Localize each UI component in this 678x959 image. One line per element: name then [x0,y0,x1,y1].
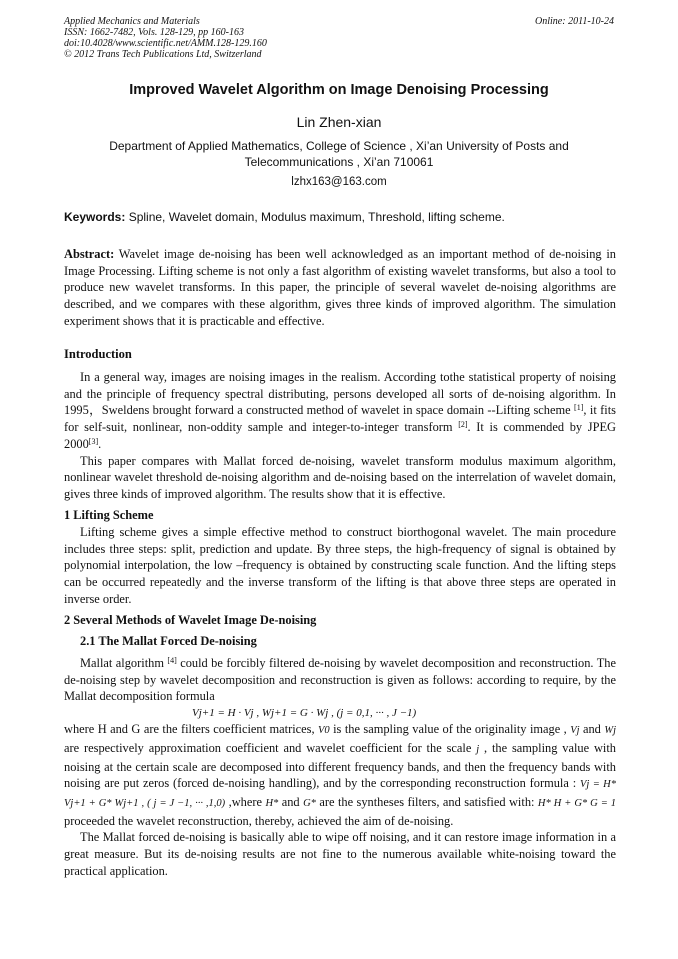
section-2-heading: 2 Several Methods of Wavelet Image De-noising [64,613,317,627]
keywords-text: Spline, Wavelet domain, Modulus maximum, Threshold, lifting scheme. [125,210,505,224]
section-1-heading: 1 Lifting Scheme [64,508,154,522]
filter-condition-formula: H* H + G* G = 1 [537,797,617,809]
author-email: lzhx163@163.com [291,176,387,188]
keywords-label: Keywords: [64,210,126,224]
journal-name: Applied Mechanics and Materials [64,16,200,27]
paper-author: Lin Zhen-xian [296,114,382,130]
symbol-g-star: G* [303,797,316,809]
symbol-wj: Wj [604,725,616,737]
mallat-decomposition-formula: Vj+1 = H · Vj , Wj+1 = G · Wj , (j = 0,1, ··· , J −1) [192,707,417,720]
section-2-1-body [64,655,616,879]
introduction-paragraph-2: This paper compares with Mallat forced de-noising, wavelet transform modulus maximum algorithm, nonlinear wavelet threshold de-noising algorithm and de-noising based on the interrelation of wavelet domain, gives three kinds of improved algorithm. The results show that it is effective. [64,453,616,501]
section-2-1-heading: 2.1 The Mallat Forced De-noising [80,634,257,648]
author-affiliation: Department of Applied Mathematics, College of Science , Xi’an University of Posts and Telecommunications , Xi’an 710061 [109,139,569,169]
reconstruction-formula: Vj = H* Vj+1 + G* Wj+1 , ( j = J −1, ··· ,1,0) [64,779,617,809]
introduction-paragraph-1: In a general way, images are noising images in the realism. According tothe statistical property of noising and the principle of frequency spectral distributing, persons developed all sorts of de-noising algorithm. In 1995，Sweldens brought forward a constructed method of wavelet in space domain --Lifting scheme [1], it fits for self-suit, nonlinear, non-oddity sample and integer-to-integer transform [2]. It is commended by JPEG 2000[3]. [64,370,616,451]
section-1-paragraph: Lifting scheme gives a simple effective method to construct biorthogonal wavelet. The main procedure includes three steps: split, prediction and update. By three steps, the high-frequency of signal is obtained by polynomial interpolation, the low –frequency is obtained by constructing scale function. And the lifting steps can be occurred repeatedly and the inverse transform of the lifting is that above three steps are operated in inverse order. [64,525,616,606]
journal-issn: ISSN: 1662-7482, Vols. 128-129, pp 160-163 [64,27,244,38]
section-2-1-paragraph-3: The Mallat forced de-noising is basically able to wipe off noising, and it can restore image information in a great measure. But its de-noising results are not fine to the numerous available white-noising toward the practical application. [64,830,616,878]
symbol-h-star: H* [265,797,279,809]
section-2-1-paragraph-2: where H and G are the filters coefficient matrices, V0 is the sampling value of the originality image , Vj and Wj are respectively approximation coefficient and wavelet coefficient for the scale j , the sampling value with noising at the certain scale are decomposed into different frequency bands, and then the frequency bands with noising are put zeros (forced de-noising handling), and by the corresponding reconstruction formula : Vj = H* Vj+1 + G* Wj+1 , ( j = J −1, ··· ,1,0) ,where H* and G* are the syntheses filters, and satisfied with: H* H + G* G = 1 proceeded the wavelet reconstruction, thereby, achieved the aim of de-noising. [64,722,617,828]
paper-title: Improved Wavelet Algorithm on Image Denoising Processing [129,82,549,98]
introduction-body [64,369,616,503]
citation-3: [3] [88,436,99,446]
citation-4: [4] [167,656,177,665]
journal-copyright: © 2012 Trans Tech Publications Ltd, Switzerland [64,49,262,60]
symbol-j: j [476,743,480,755]
keywords [64,210,616,224]
introduction-heading: Introduction [64,347,132,361]
section-2-1-paragraph-1: Mallat algorithm [4] could be forcibly filtered de-noising by wavelet decomposition and reconstruction. The de-noising step by wavelet decomposition and reconstruction is given as follows: according to require, by the Mallat decomposition formula [64,656,616,704]
symbol-v0: V0 [318,725,330,737]
abstract-label: Abstract: [64,247,115,261]
journal-doi: doi:10.4028/www.scientific.net/AMM.128-129.160 [64,38,267,49]
abstract-text: Wavelet image de-noising has been well acknowledged as an important method of de-noising in Image Processing. Lifting scheme is not only a fast algorithm of existing wavelet transforms, but also a tool to produce new wavelet transforms. In this paper, the principle of several wavelet de-noising algorithms are described, and we compares with these algorithm, gives three kinds of improved algorithm. The simulation experiment shows that it is practicable and effective. [64,247,616,328]
abstract [64,246,616,330]
online-date: Online: 2011-10-24 [535,16,614,27]
symbol-vj: Vj [570,725,580,737]
section-1-body [64,524,616,608]
citation-2: [2] [458,420,468,430]
citation-1: [1] [574,403,584,413]
journal-header [64,16,267,60]
